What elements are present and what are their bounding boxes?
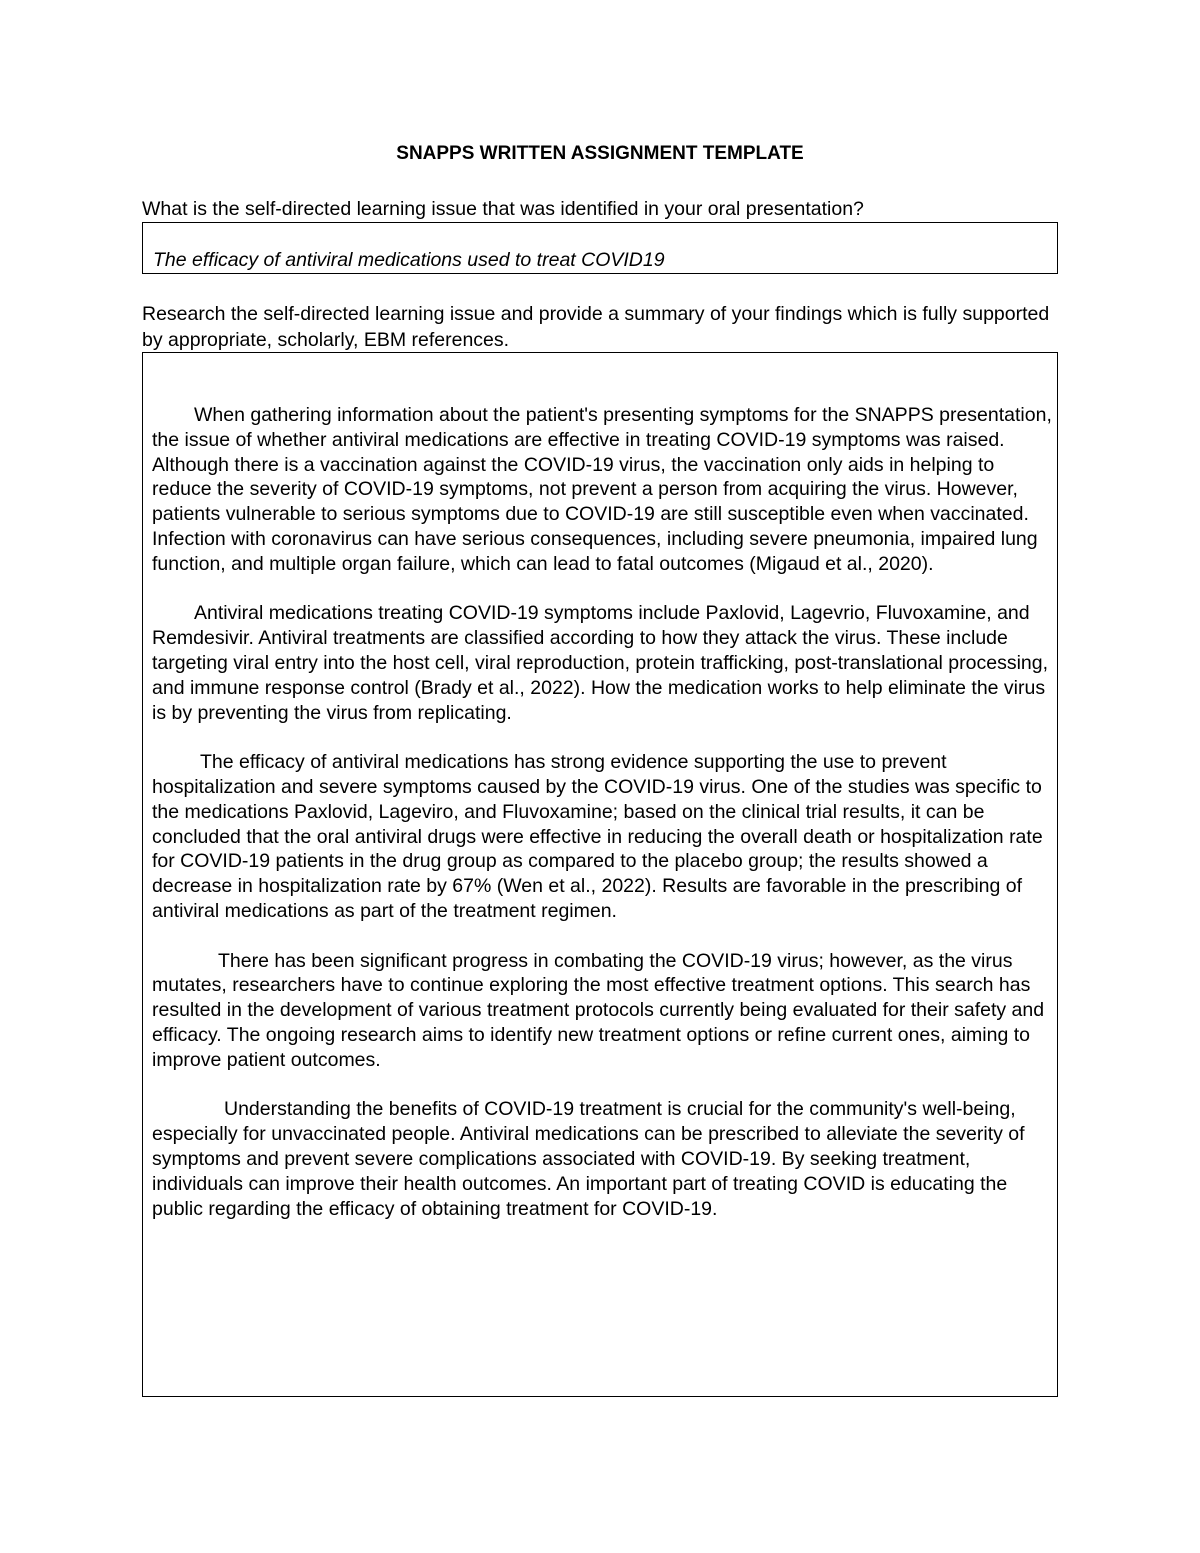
- summary-paragraph-4: There has been significant progress in combating the COVID-19 virus; however, as the virus mutates, researchers have to continue exploring the most effective treatment options. This search has resulted in the development of various treatment protocols currently being evaluated for their safety and efficacy. The ongoing research aims to identify new treatment options or refine current ones, aiming to improve patient outcomes.: [152, 949, 1045, 1071]
- question-research-summary: Research the self-directed learning issue and provide a summary of your findings which is fully supported by appropriate, scholarly, EBM references.: [142, 303, 1050, 351]
- summary-paragraph-2: Antiviral medications treating COVID-19 symptoms include Paxlovid, Lagevrio, Fluvoxamine, and Remdesivir. Antiviral treatments are classified according to how they attack the virus. These include targeting viral entry into the host cell, viral reproduction, protein trafficking, post-translational processing, and immune response control (Brady et al., 2022). How the medication works to help eliminate the virus is by preventing the virus from replicating.: [152, 602, 1049, 724]
- learning-issue-answer-box[interactable]: [142, 222, 1058, 274]
- document-title: SNAPPS WRITTEN ASSIGNMENT TEMPLATE: [396, 143, 804, 164]
- summary-paragraph-1: When gathering information about the patient's presenting symptoms for the SNAPPS presentation, the issue of whether antiviral medications are effective in treating COVID-19 symptoms was raised. Although there is a vaccination against the COVID-19 virus, the vaccination only aids in helping to reduce the severity of COVID-19 symptoms, not prevent a person from acquiring the virus. However, patients vulnerable to serious symptoms due to COVID-19 are still susceptible even when vaccinated. Infection with coronavirus can have serious consequences, including severe pneumonia, impaired lung function, and multiple organ failure, which can lead to fatal outcomes (Migaud et al., 2020).: [152, 404, 1052, 575]
- research-summary-answer-box[interactable]: [142, 352, 1058, 1397]
- summary-paragraph-3: The efficacy of antiviral medications has strong evidence supporting the use to prevent hospitalization and severe symptoms caused by the COVID-19 virus. One of the studies was specific to the medications Paxlovid, Lageviro, and Fluvoxamine; based on the clinical trial results, it can be concluded that the oral antiviral drugs were effective in reducing the overall death or hospitalization rate for COVID-19 patients in the drug group as compared to the placebo group; the results showed a decrease in hospitalization rate by 67% (Wen et al., 2022). Results are favorable in the prescribing of antiviral medications as part of the treatment regimen.: [152, 751, 1043, 922]
- summary-paragraph-5: Understanding the benefits of COVID-19 treatment is crucial for the community's well-being, especially for unvaccinated people. Antiviral medications can be prescribed to alleviate the severity of symptoms and prevent severe complications associated with COVID-19. By seeking treatment, individuals can improve their health outcomes. An important part of treating COVID is educating the public regarding the efficacy of obtaining treatment for COVID-19.: [152, 1098, 1025, 1220]
- learning-issue-answer-text: The efficacy of antiviral medications used to treat COVID19: [153, 249, 665, 271]
- research-summary-text: [152, 403, 1052, 1246]
- question-learning-issue: What is the self-directed learning issue that was identified in your oral presentation?: [142, 198, 864, 220]
